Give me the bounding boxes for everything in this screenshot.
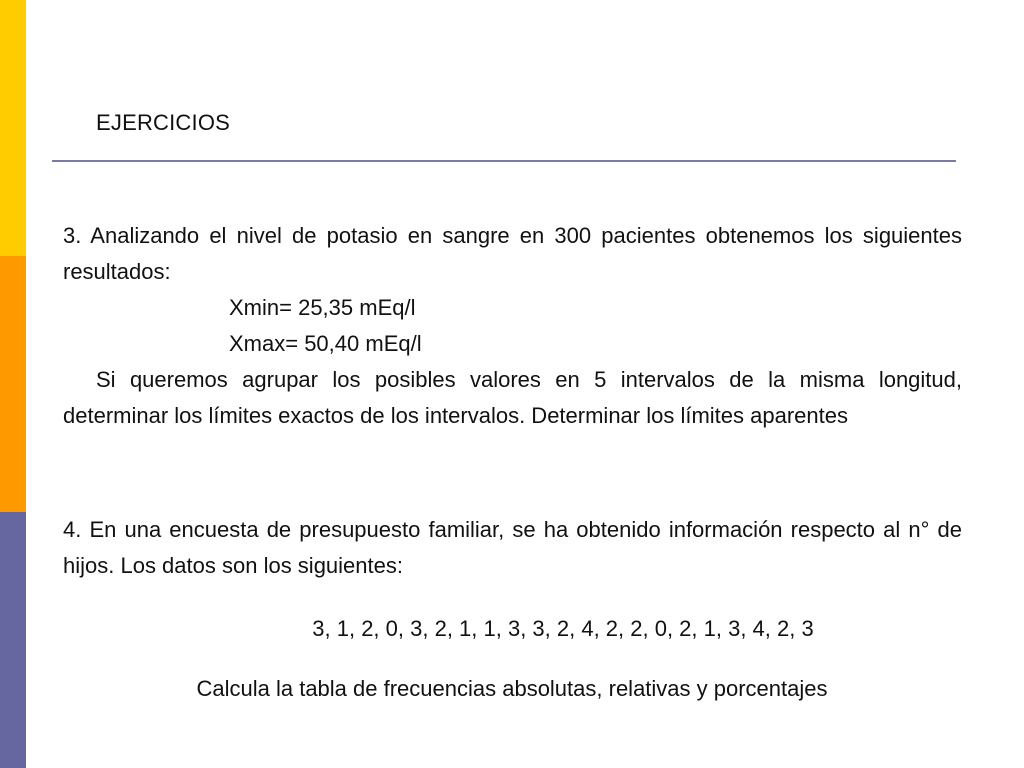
exercise-4-data: 3, 1, 2, 0, 3, 2, 1, 1, 3, 3, 2, 4, 2, 2, 0, 2, 1, 3, 4, 2, 3 <box>312 616 814 641</box>
accent-bar-yellow <box>0 0 26 256</box>
exercise-3 <box>63 218 962 434</box>
accent-bar-orange <box>0 256 26 512</box>
exercise-4-intro: 4. En una encuesta de presupuesto familiar, se ha obtenido información respecto al n° de hijos. Los datos son los siguientes: <box>63 517 962 578</box>
title-divider <box>52 160 956 162</box>
exercise-3-intro: 3. Analizando el nivel de potasio en sangre en 300 pacientes obtenemos los siguientes resultados: <box>63 223 962 284</box>
xmax-value: Xmax= 50,40 mEq/l <box>229 331 422 356</box>
exercise-4-instruction: Calcula la tabla de frecuencias absolutas, relativas y porcentajes <box>196 676 828 701</box>
slide-title: EJERCICIOS <box>96 110 231 135</box>
exercise-4 <box>63 512 962 584</box>
exercise-3-question: Si queremos agrupar los posibles valores en 5 intervalos de la misma longitud, determinar los límites exactos de los intervalos. Determinar los límites aparentes <box>63 367 962 428</box>
xmin-value: Xmin= 25,35 mEq/l <box>229 295 416 320</box>
